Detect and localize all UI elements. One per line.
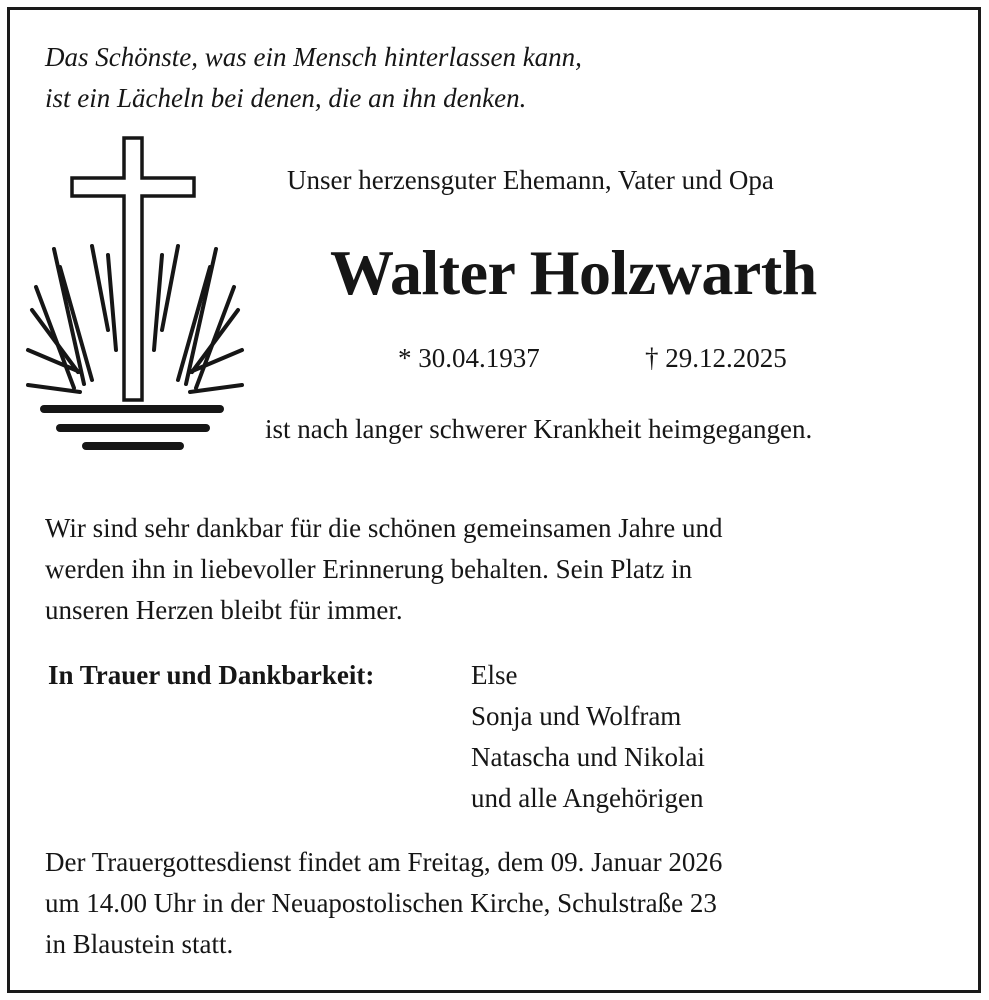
quote-line-1: Das Schönste, was ein Mensch hinterlassen kann, bbox=[45, 42, 582, 72]
intro-text: Unser herzensguter Ehemann, Vater und Opa bbox=[287, 165, 774, 195]
service-line-1: Der Trauergottesdienst findet am Freitag, dem 09. Januar 2026 bbox=[45, 847, 723, 877]
death-date: † 29.12.2025 bbox=[645, 343, 787, 373]
water-waves bbox=[44, 409, 220, 446]
quote-line-2: ist ein Lächeln bei denen, die an ihn denken. bbox=[45, 83, 527, 113]
cross-with-rays-icon bbox=[20, 130, 250, 460]
service-line-2: um 14.00 Uhr in der Neuapostolischen Kirche, Schulstraße 23 bbox=[45, 888, 717, 918]
gratitude-line-1: Wir sind sehr dankbar für die schönen gemeinsamen Jahre und bbox=[45, 513, 723, 543]
cross-shape bbox=[72, 138, 194, 400]
service-line-3: in Blaustein statt. bbox=[45, 929, 234, 959]
mourner-name: Else bbox=[471, 660, 518, 690]
mourners-label: In Trauer und Dankbarkeit: bbox=[48, 660, 375, 690]
gratitude-line-3: unseren Herzen bleibt für immer. bbox=[45, 595, 403, 625]
mourner-name: Sonja und Wolfram bbox=[471, 701, 682, 731]
passing-statement: ist nach langer schwerer Krankheit heimgegangen. bbox=[265, 414, 813, 444]
gratitude-line-2: werden ihn in liebevoller Erinnerung behalten. Sein Platz in bbox=[45, 554, 693, 584]
deceased-name: Walter Holzwarth bbox=[330, 237, 817, 308]
mourner-name: und alle Angehörigen bbox=[471, 783, 704, 813]
mourner-name: Natascha und Nikolai bbox=[471, 742, 705, 772]
birth-date: * 30.04.1937 bbox=[398, 343, 540, 373]
